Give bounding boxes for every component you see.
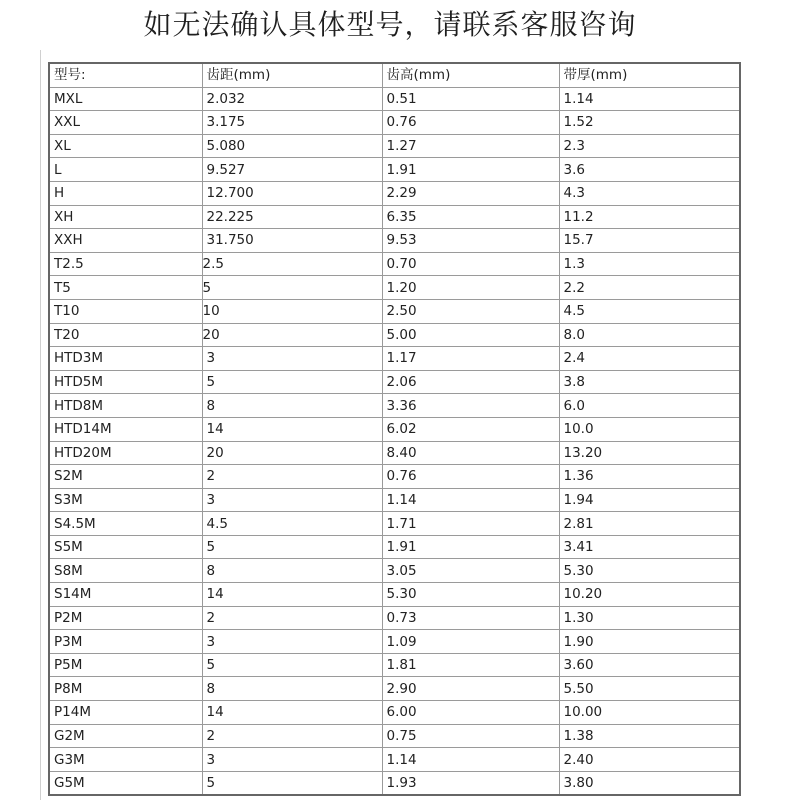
header-thickness: 带厚(mm) xyxy=(559,63,740,87)
cell-model: P14M xyxy=(49,701,202,725)
cell-tooth-height: 0.76 xyxy=(382,465,559,489)
table-row xyxy=(49,417,740,441)
cell-model: S4.5M xyxy=(49,512,202,536)
cell-model: S5M xyxy=(49,535,202,559)
cell-tooth-height: 1.91 xyxy=(382,158,559,182)
cell-pitch: 5.080 xyxy=(202,134,382,158)
cell-model: L xyxy=(49,158,202,182)
table-row xyxy=(49,394,740,418)
cell-model: T10 xyxy=(49,299,202,323)
cell-pitch: 5 xyxy=(202,653,382,677)
table-row xyxy=(49,677,740,701)
cell-pitch: 20 xyxy=(202,441,382,465)
cell-thickness: 3.8 xyxy=(559,370,740,394)
table-row xyxy=(49,323,740,347)
cell-model: G2M xyxy=(49,724,202,748)
cell-pitch: 3 xyxy=(202,630,382,654)
cell-thickness: 8.0 xyxy=(559,323,740,347)
cell-pitch: 31.750 xyxy=(202,229,382,253)
cell-tooth-height: 6.02 xyxy=(382,417,559,441)
cell-model: HTD5M xyxy=(49,370,202,394)
table-row xyxy=(49,370,740,394)
cell-tooth-height: 8.40 xyxy=(382,441,559,465)
cell-tooth-height: 0.73 xyxy=(382,606,559,630)
cell-pitch: 10 xyxy=(202,299,382,323)
table-row xyxy=(49,583,740,607)
cell-pitch: 2 xyxy=(202,606,382,630)
cell-thickness: 3.60 xyxy=(559,653,740,677)
cell-model: S2M xyxy=(49,465,202,489)
cell-thickness: 3.80 xyxy=(559,771,740,795)
cell-thickness: 11.2 xyxy=(559,205,740,229)
cell-model: G3M xyxy=(49,748,202,772)
header-model: 型号: xyxy=(49,63,202,87)
cell-model: MXL xyxy=(49,87,202,111)
cell-tooth-height: 2.50 xyxy=(382,299,559,323)
cell-model: P2M xyxy=(49,606,202,630)
cell-pitch: 14 xyxy=(202,583,382,607)
cell-model: HTD3M xyxy=(49,347,202,371)
cell-model: T5 xyxy=(49,276,202,300)
cell-thickness: 6.0 xyxy=(559,394,740,418)
cell-model: P5M xyxy=(49,653,202,677)
table-row xyxy=(49,606,740,630)
cell-tooth-height: 0.70 xyxy=(382,252,559,276)
cell-thickness: 3.6 xyxy=(559,158,740,182)
cell-model: G5M xyxy=(49,771,202,795)
cell-thickness: 15.7 xyxy=(559,229,740,253)
table-row xyxy=(49,512,740,536)
cell-pitch: 8 xyxy=(202,394,382,418)
table-row xyxy=(49,158,740,182)
cell-tooth-height: 2.29 xyxy=(382,181,559,205)
cell-model: HTD20M xyxy=(49,441,202,465)
cell-thickness: 1.14 xyxy=(559,87,740,111)
cell-tooth-height: 1.20 xyxy=(382,276,559,300)
cell-tooth-height: 0.51 xyxy=(382,87,559,111)
cell-model: T2.5 xyxy=(49,252,202,276)
header-tooth-height: 齿高(mm) xyxy=(382,63,559,87)
cell-pitch: 3 xyxy=(202,488,382,512)
cell-thickness: 1.52 xyxy=(559,111,740,135)
table-row xyxy=(49,205,740,229)
table-row xyxy=(49,229,740,253)
table-body xyxy=(49,87,740,795)
cell-pitch: 2 xyxy=(202,465,382,489)
cell-pitch: 5 xyxy=(202,276,382,300)
table-row xyxy=(49,653,740,677)
cell-tooth-height: 5.00 xyxy=(382,323,559,347)
cell-tooth-height: 1.91 xyxy=(382,535,559,559)
table-row xyxy=(49,701,740,725)
table-row xyxy=(49,559,740,583)
cell-pitch: 20 xyxy=(202,323,382,347)
cell-tooth-height: 0.76 xyxy=(382,111,559,135)
cell-pitch: 12.700 xyxy=(202,181,382,205)
cell-model: XL xyxy=(49,134,202,158)
cell-thickness: 2.2 xyxy=(559,276,740,300)
cell-model: S14M xyxy=(49,583,202,607)
table-row xyxy=(49,724,740,748)
cell-thickness: 1.36 xyxy=(559,465,740,489)
cell-pitch: 5 xyxy=(202,771,382,795)
cell-thickness: 10.00 xyxy=(559,701,740,725)
cell-tooth-height: 1.14 xyxy=(382,748,559,772)
cell-tooth-height: 0.75 xyxy=(382,724,559,748)
cell-model: HTD14M xyxy=(49,417,202,441)
table-row xyxy=(49,630,740,654)
cell-pitch: 14 xyxy=(202,417,382,441)
cell-pitch: 14 xyxy=(202,701,382,725)
cell-pitch: 8 xyxy=(202,677,382,701)
cell-tooth-height: 6.00 xyxy=(382,701,559,725)
table-row xyxy=(49,347,740,371)
cell-tooth-height: 2.06 xyxy=(382,370,559,394)
cell-pitch: 4.5 xyxy=(202,512,382,536)
cell-thickness: 2.40 xyxy=(559,748,740,772)
cell-thickness: 10.0 xyxy=(559,417,740,441)
cell-pitch: 2.032 xyxy=(202,87,382,111)
cell-model: T20 xyxy=(49,323,202,347)
cell-tooth-height: 1.27 xyxy=(382,134,559,158)
cell-model: XH xyxy=(49,205,202,229)
cell-model: S3M xyxy=(49,488,202,512)
table-row xyxy=(49,181,740,205)
cell-thickness: 4.5 xyxy=(559,299,740,323)
cell-tooth-height: 6.35 xyxy=(382,205,559,229)
table-row xyxy=(49,771,740,795)
cell-pitch: 3 xyxy=(202,347,382,371)
cell-thickness: 3.41 xyxy=(559,535,740,559)
cell-thickness: 2.81 xyxy=(559,512,740,536)
left-divider-line xyxy=(40,50,41,800)
table-row xyxy=(49,299,740,323)
cell-thickness: 2.4 xyxy=(559,347,740,371)
page-title: 如无法确认具体型号，请联系客服咨询 xyxy=(143,8,637,41)
cell-thickness: 13.20 xyxy=(559,441,740,465)
cell-thickness: 1.3 xyxy=(559,252,740,276)
cell-model: P8M xyxy=(49,677,202,701)
table-row xyxy=(49,441,740,465)
cell-model: XXH xyxy=(49,229,202,253)
header-pitch: 齿距(mm) xyxy=(202,63,382,87)
cell-tooth-height: 5.30 xyxy=(382,583,559,607)
table-row xyxy=(49,276,740,300)
cell-pitch: 2 xyxy=(202,724,382,748)
cell-tooth-height: 1.93 xyxy=(382,771,559,795)
table-row xyxy=(49,111,740,135)
table-header-row xyxy=(49,63,740,87)
cell-tooth-height: 1.09 xyxy=(382,630,559,654)
cell-tooth-height: 1.14 xyxy=(382,488,559,512)
table-row xyxy=(49,488,740,512)
cell-thickness: 1.30 xyxy=(559,606,740,630)
cell-thickness: 5.50 xyxy=(559,677,740,701)
cell-tooth-height: 3.36 xyxy=(382,394,559,418)
table-row xyxy=(49,465,740,489)
cell-thickness: 4.3 xyxy=(559,181,740,205)
cell-thickness: 1.94 xyxy=(559,488,740,512)
cell-pitch: 5 xyxy=(202,535,382,559)
table-row xyxy=(49,748,740,772)
cell-pitch: 3.175 xyxy=(202,111,382,135)
table-row xyxy=(49,535,740,559)
cell-tooth-height: 1.17 xyxy=(382,347,559,371)
cell-model: HTD8M xyxy=(49,394,202,418)
cell-model: XXL xyxy=(49,111,202,135)
cell-pitch: 3 xyxy=(202,748,382,772)
belt-spec-table xyxy=(48,62,741,796)
cell-pitch: 9.527 xyxy=(202,158,382,182)
cell-thickness: 2.3 xyxy=(559,134,740,158)
table-row xyxy=(49,252,740,276)
cell-pitch: 2.5 xyxy=(202,252,382,276)
cell-pitch: 8 xyxy=(202,559,382,583)
table-row xyxy=(49,134,740,158)
cell-tooth-height: 1.71 xyxy=(382,512,559,536)
cell-tooth-height: 9.53 xyxy=(382,229,559,253)
table-row xyxy=(49,87,740,111)
cell-pitch: 5 xyxy=(202,370,382,394)
cell-tooth-height: 3.05 xyxy=(382,559,559,583)
cell-model: H xyxy=(49,181,202,205)
cell-model: P3M xyxy=(49,630,202,654)
cell-thickness: 1.90 xyxy=(559,630,740,654)
cell-thickness: 5.30 xyxy=(559,559,740,583)
cell-thickness: 1.38 xyxy=(559,724,740,748)
cell-pitch: 22.225 xyxy=(202,205,382,229)
cell-model: S8M xyxy=(49,559,202,583)
cell-thickness: 10.20 xyxy=(559,583,740,607)
cell-tooth-height: 2.90 xyxy=(382,677,559,701)
cell-tooth-height: 1.81 xyxy=(382,653,559,677)
